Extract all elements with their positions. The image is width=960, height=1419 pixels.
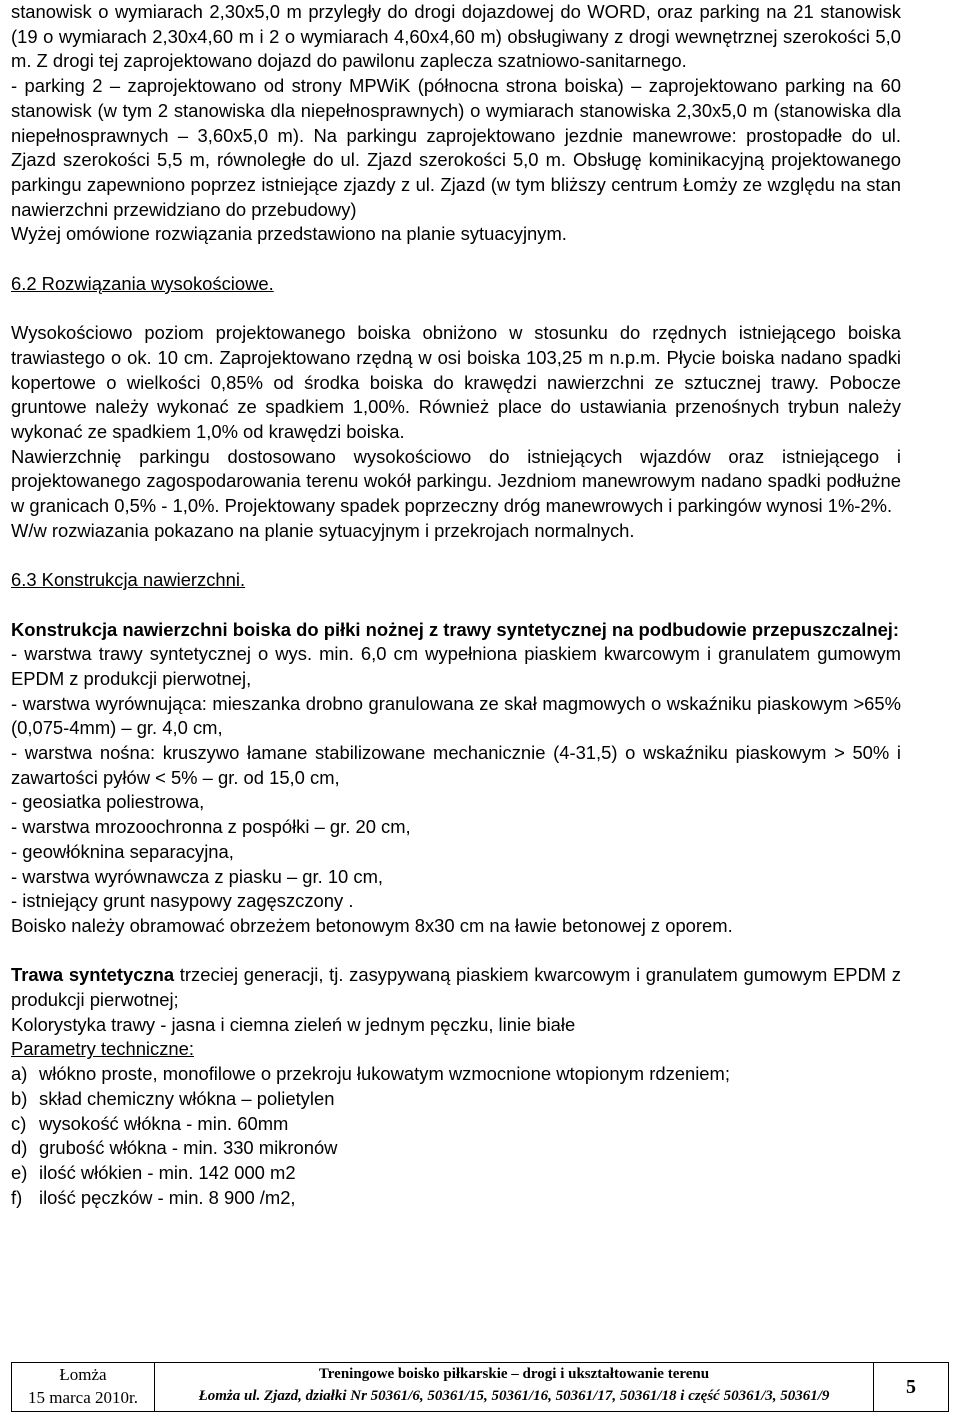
param-text: wysokość włókna - min. 60mm: [39, 1112, 289, 1134]
param-text: ilość włókien - min. 142 000 m2: [39, 1161, 296, 1183]
param-item: [11, 1161, 901, 1186]
param-marker: f): [11, 1186, 23, 1208]
params-heading: Parametry techniczne:: [11, 1038, 194, 1060]
param-marker: c): [11, 1112, 27, 1134]
layer-item: - warstwa wyrównująca: mieszanka drobno granulowana ze skał magmowych o wskaźniku piaskowym >65% (0,075-4mm) – gr. 4,0 cm,: [11, 692, 901, 739]
params-list: [11, 1062, 901, 1210]
param-marker: d): [11, 1137, 28, 1159]
layer-item: - geowłóknina separacyjna,: [11, 840, 234, 862]
page-number: 5: [874, 1363, 949, 1412]
param-marker: a): [11, 1063, 28, 1085]
turf-description: trzeciej generacji, tj. zasypywaną piaskiem kwarcowym i granulatem gumowym EPDM z produkcji pierwotnej;: [11, 964, 901, 1011]
footer-project: [155, 1363, 874, 1412]
paragraph-turf: [11, 963, 901, 1012]
paragraph-intro-1: stanowisk o wymiarach 2,30x5,0 m przyległy do drogi dojazdowej do WORD, oraz parking na 21 stanowisk (19 o wymiarach 2,30x4,60 m i 2 o wymiarach 4,60x4,60 m) obsługiwany z drogi wewnętrznej szerokości 5,0 m. Z drogi tej zaprojektowano dojazd do pawilonu zaplecza szatniowo-sanitarnego.: [11, 1, 901, 72]
footer-city: Łomża: [59, 1365, 107, 1384]
section-heading-6-2: 6.2 Rozwiązania wysokościowe.: [11, 272, 274, 294]
paragraph-plan-note: Wyżej omówione rozwiązania przedstawiono na planie sytuacyjnym.: [11, 223, 567, 245]
param-item: [11, 1087, 901, 1112]
paragraph-parking-2: - parking 2 – zaprojektowano od strony MPWiK (północna strona boiska) – zaprojektowano parking na 60 stanowisk (w tym 2 stanowiska dla niepełnosprawnych) o wymiarach stanowiska 2,30x5,0 m (stanowiska dla niepełnosprawnych – 3,60x5,0 m). Na parkingu zaprojektowano jezdnie manewrowe: prostopadłe do ul. Zjazd szerokości 5,5 m, równoległe do ul. Zjazd szerokości 5,0 m. Obsługę kominikacyjną projektowanego parkingu zapewniono poprzez istniejące zjazdy z ul. Zjazd (w tym bliższy centrum Łomży ze względu na stan nawierzchni przewidziano do przebudowy): [11, 75, 901, 220]
param-item: [11, 1186, 901, 1211]
layer-item: - warstwa mrozoochronna z pospółki – gr. 20 cm,: [11, 816, 411, 838]
paragraph-height-2: Nawierzchnię parkingu dostosowano wysokościowo do istniejących wjazdów oraz istniejącego i projektowanego zagospodarowania terenu wokół parkingu. Jezdniom manewrowym nadano spadki podłużne w granicach 0,5% - 1,0%. Projektowany spadek poprzeczny dróg manewrowych i parkingów wynosi 1%-2%.: [11, 445, 901, 517]
param-text: grubość włókna - min. 330 mikronów: [39, 1137, 338, 1159]
paragraph-turf-color: Kolorystyka trawy - jasna i ciemna zieleń w jednym pęczku, linie białe: [11, 1013, 576, 1035]
paragraph-height-1: Wysokościowo poziom projektowanego boiska obniżono w stosunku do rzędnych istniejącego boiska trawiastego o ok. 10 cm. Zaprojektowano rzędną w osi boiska 103,25 m n.p.m. Płycie boiska nadano spadki kopertowe o wielkości 0,85% od środka boiska do krawędzi nawierzchni ze sztucznej trawy. Pobocze gruntowe należy wykonać ze spadkiem 1,00%. Również place do ustawiania przenośnych trybun należy wykonać ze spadkiem 1,0% od krawędzi boiska.: [11, 322, 901, 442]
param-item: [11, 1112, 901, 1137]
layer-item: - warstwa wyrównawcza z piasku – gr. 10 cm,: [11, 865, 384, 887]
footer-project-title: Treningowe boisko piłkarskie – drogi i ukształtowanie terenu: [318, 1366, 710, 1382]
turf-bold-label: Trawa syntetyczna: [11, 964, 175, 986]
section-heading-6-3: 6.3 Konstrukcja nawierzchni.: [11, 569, 246, 591]
layer-item: - istniejący grunt nasypowy zagęszczony .: [11, 890, 354, 912]
paragraph-height-3: W/w rozwiazania pokazano na planie sytuacyjnym i przekrojach normalnych.: [11, 519, 635, 541]
param-text: włókno proste, monofilowe o przekroju łukowatym wzmocnione wtopionym rdzeniem;: [39, 1063, 730, 1085]
paragraph-edging: Boisko należy obramować obrzeżem betonowym 8x30 cm na ławie betonowej z oporem.: [11, 914, 733, 936]
param-marker: b): [11, 1087, 28, 1109]
param-item: [11, 1062, 901, 1087]
layer-item: - geosiatka poliestrowa,: [11, 791, 205, 813]
footer-date: 15 marca 2010r.: [28, 1388, 138, 1407]
param-text: ilość pęczków - min. 8 900 /m2,: [39, 1186, 296, 1208]
layer-item: - warstwa trawy syntetycznej o wys. min. 6,0 cm wypełniona piaskiem kwarcowym i granulatem gumowym EPDM z produkcji pierwotnej,: [11, 643, 901, 689]
document-page: [11, 0, 901, 1210]
param-text: skład chemiczny włókna – polietylen: [39, 1087, 335, 1109]
construction-title: Konstrukcja nawierzchni boiska do piłki nożnej z trawy syntetycznej na podbudowie przepuszczalnej:: [11, 618, 900, 640]
page-footer: [11, 1362, 949, 1412]
footer-project-address: Łomża ul. Zjazd, działki Nr 50361/6, 50361/15, 50361/16, 50361/17, 50361/18 i część 50361/3, 50361/9: [198, 1388, 830, 1404]
param-item: [11, 1136, 901, 1161]
layer-item: - warstwa nośna: kruszywo łamane stabilizowane mechanicznie (4-31,5) o wskaźniku piaskowym > 50% i zawartości pyłów < 5% – gr. od 15,0 cm,: [11, 742, 901, 788]
layer-list: [11, 642, 901, 914]
param-marker: e): [11, 1161, 28, 1183]
footer-place-date: [12, 1363, 155, 1412]
